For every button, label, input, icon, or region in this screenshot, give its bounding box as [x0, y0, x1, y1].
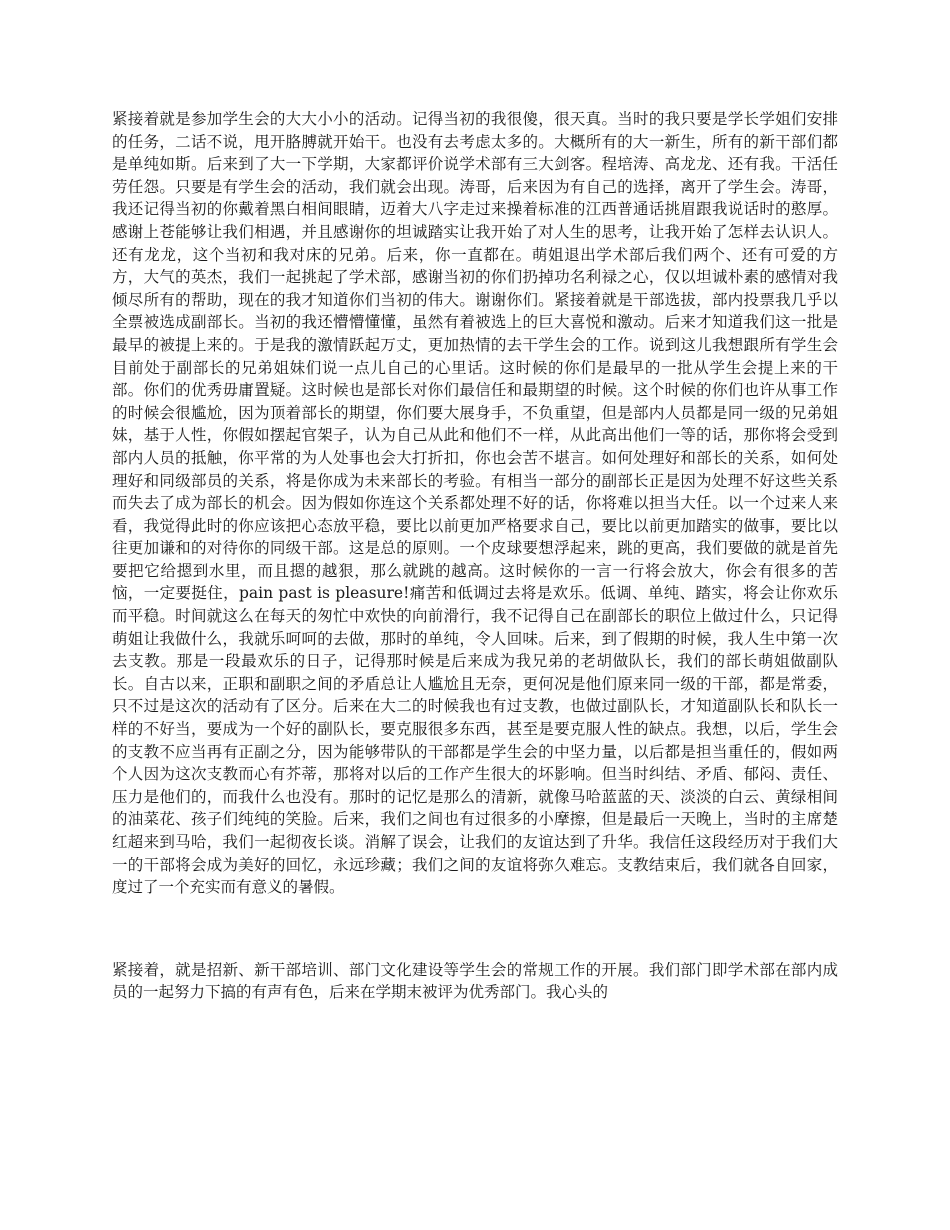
paragraph-2: 紧接着，就是招新、新干部培训、部门文化建设等学生会的常规工作的开展。我们部门即学术部在部内成员的一起努力下搞的有声有色，后来在学期末被评为优秀部门。我心头的 [112, 960, 838, 1002]
document-body [112, 108, 838, 1004]
paragraph-1: 紧接着就是参加学生会的大大小小的活动。记得当初的我很傻，很天真。当时的我只要是学长学姐们安排的任务，二话不说，甩开胳膊就开始干。也没有去考虑太多的。大概所有的大一新生，所有的新干部们都是单纯如斯。后来到了大一下学期，大家都评价说学术部有三大剑客。程培涛、高龙龙、还有我。干活任劳任怨。只要是有学生会的活动，我们就会出现。涛哥，后来因为有自己的选择，离开了学生会。涛哥，我还记得当初的你戴着黑白相间眼睛，迈着大八字走过来操着标准的江西普通话挑眉跟我说话时的憨厚。感谢上苍能够让我们相遇，并且感谢你的坦诚踏实让我开始了对人生的思考，让我开始了怎样去认识人。还有龙龙，这个当初和我对床的兄弟。后来，你一直都在。萌姐退出学术部后我们两个、还有可爱的方方，大气的英杰，我们一起挑起了学术部，感谢当初的你们扔掉功名利禄之心，仅以坦诚朴素的感情对我倾尽所有的帮助，现在的我才知道你们当初的伟大。谢谢你们。紧接着就是干部选拔，部内投票我几乎以全票被选成副部长。当初的我还懵懵懂懂，虽然有着被选上的巨大喜悦和激动。后来才知道我们这一批是最早的被提上来的。于是我的激情跃起万丈，更加热情的去干学生会的工作。说到这儿我想跟所有学生会目前处于副部长的兄弟姐妹们说一点儿自己的心里话。这时候的你们是最早的一批从学生会提上来的干部。你们的优秀毋庸置疑。这时候也是部长对你们最信任和最期望的时候。这个时候的你们也许从事工作的时候会很尴尬，因为顶着部长的期望，你们要大展身手，不负重望，但是部内人员都是同一级的兄弟姐妹，基于人性，你假如摆起官架子，认为自己从此和他们不一样，从此高出他们一等的话，那你将会受到部内人员的抵触，你平常的为人处事也会大打折扣，你也会苦不堪言。如何处理好和部长的关系，如何处理好和同级部员的关系，将是你成为未来部长的考验。有相当一部分的副部长正是因为处理不好这些关系而失去了成为部长的机会。因为假如你连这个关系都处理不好的话，你将难以担当大任。以一个过来人来看，我觉得此时的你应该把心态放平稳，要比以前更加严格要求自己，要比以前更加踏实的做事，要比以往更加谦和的对待你的同级干部。这是总的原则。一个皮球要想浮起来，跳的更高，我们要做的就是首先要把它给摁到水里，而且摁的越狠，那么就跳的越高。这时候你的一言一行将会放大，你会有很多的苦恼，一定要挺住，pain past is pleasure!痛苦和低调过去将是欢乐。低调、单纯、踏实，将会让你欢乐而平稳。时间就这么在每天的匆忙中欢快的向前滑行，我不记得自己在副部长的职位上做过什么，只记得萌姐让我做什么，我就乐呵呵的去做，那时的单纯，令人回味。后来，到了假期的时候，我人生中第一次去支教。那是一段最欢乐的日子，记得那时候是后来成为我兄弟的老胡做队长，我们的部长萌姐做副队长。自古以来，正职和副职之间的矛盾总让人尴尬且无奈，更何况是他们原来同一级的干部，都是常委，只不过是这次的活动有了区分。后来在大二的时候我也有过支教，也做过副队长，才知道副队长和队长一样的不好当，要成为一个好的副队长，要克服很多东西，甚至是要克服人性的缺点。我想，以后，学生会的支教不应当再有正副之分，因为能够带队的干部都是学生会的中坚力量，以后都是担当重任的，假如两个人因为这次支教而心有芥蒂，那将对以后的工作产生很大的坏影响。但当时纠结、矛盾、郁闷、责任、压力是他们的，而我什么也没有。那时的记忆是那么的清新，就像马哈蓝蓝的天、淡淡的白云、黄绿相间的油菜花、孩子们纯纯的笑脸。后来，我们之间也有过很多的小摩擦，但是最后一天晚上，当时的主席楚红超来到马哈，我们一起彻夜长谈。消解了误会，让我们的友谊达到了升华。我信任这段经历对于我们大一的干部将会成为美好的回忆，永远珍藏；我们之间的友谊将弥久难忘。支教结束后，我们就各自回家，度过了一个充实而有意义的暑假。 [112, 110, 838, 897]
